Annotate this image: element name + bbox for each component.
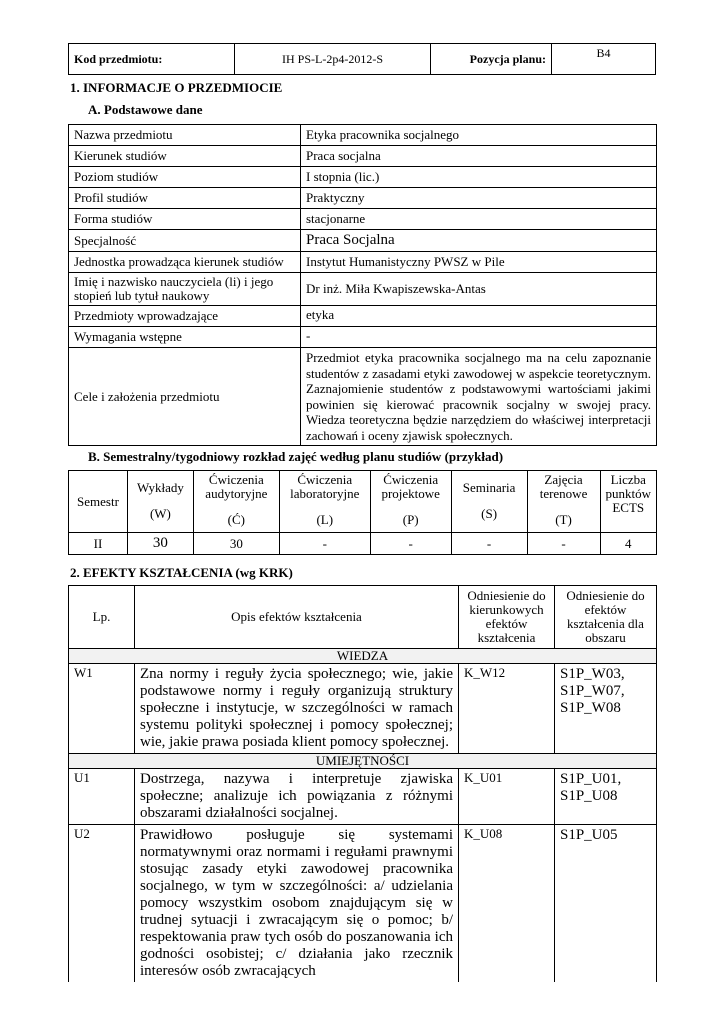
lp-header: Lp.	[69, 586, 135, 649]
section1-title: 1. INFORMACJE O PRZEDMIOCIE	[70, 80, 283, 95]
row-value: Praca Socjalna	[301, 230, 657, 252]
schedule-col-header	[193, 471, 279, 533]
row-label: Wymagania wstępne	[69, 327, 301, 348]
schedule-value: -	[279, 533, 370, 555]
outcome-lp: U1	[69, 769, 135, 825]
row-label: Nazwa przedmiotu	[69, 125, 301, 146]
section2-title: 2. EFEKTY KSZTAŁCENIA (wg KRK)	[70, 565, 293, 580]
col-name: Ćwiczenia projektowe	[381, 472, 440, 501]
schedule-value: 30	[127, 533, 193, 555]
schedule-col-header	[527, 471, 600, 533]
group-umiejetnosci: UMIEJĘTNOŚCI	[69, 754, 657, 769]
row-label: Cele i założenia przedmiotu	[69, 348, 301, 446]
schedule-value: -	[451, 533, 527, 555]
row-value: Przedmiot etyka pracownika socjalnego ma na celu zapoznanie studentów z zasadami etyki zawodowej w aspekcie teoretycznym. Zaznajomienie studentów z podstawowymi wartościami jakimi powinien się kierować pracownik socjalny w swojej pracy. Wiedza teoretyczna będzie narzędziem do właściwej interpretacji zachowań i oceny zjawisk społecznych.	[301, 348, 657, 446]
col-name: Zajęcia terenowe	[539, 472, 588, 501]
row-value: -	[301, 327, 657, 348]
row-value: etyka	[301, 306, 657, 327]
outcome-area: S1P_U05	[555, 825, 657, 983]
col-abbr: (P)	[402, 512, 419, 527]
outcome-lp: W1	[69, 664, 135, 754]
semester-header: Semestr	[69, 471, 128, 533]
course-code-value: IH PS-L-2p4-2012-S	[235, 44, 431, 75]
outcome-desc: Prawidłowo posługuje się systemami normatywnymi oraz normami i regułami prawnymi stosując zasady etyki zawodowej pracownika socjalnego, w tym w szczególności: a/ udzielania pomocy wszystkim osobom znajdującym się w trudnej sytuacji i zwracającym się o pomoc; b/ respektowania praw tych osób do poszanowania ich godności osobistej; c/ działania jako rzecznik interesów osób zwracających	[135, 825, 459, 983]
row-value: Praktyczny	[301, 188, 657, 209]
row-label: Poziom studiów	[69, 167, 301, 188]
row-label: Przedmioty wprowadzające	[69, 306, 301, 327]
ects-header: Liczba punktów ECTS	[600, 471, 657, 533]
row-value: Dr inż. Miła Kwapiszewska-Antas	[301, 273, 657, 306]
plan-position-value: B4	[552, 44, 656, 75]
ects-value: 4	[600, 533, 657, 555]
section1-subtitle-b: B. Semestralny/tygodniowy rozkład zajęć według planu studiów (przykład)	[88, 449, 504, 464]
col-abbr: (Ć)	[227, 512, 246, 527]
learning-outcomes-table	[68, 585, 657, 982]
plan-position-label: Pozycja planu:	[431, 44, 552, 75]
course-code-label: Kod przedmiotu:	[69, 44, 235, 75]
schedule-col-header	[279, 471, 370, 533]
col-abbr: (W)	[149, 506, 171, 521]
course-header-table	[68, 43, 656, 75]
desc-header: Opis efektów kształcenia	[135, 586, 459, 649]
schedule-col-header	[451, 471, 527, 533]
col-name: Ćwiczenia laboratoryjne	[290, 472, 360, 501]
col-abbr: (S)	[481, 506, 498, 521]
group-wiedza: WIEDZA	[69, 649, 657, 664]
outcome-area: S1P_U01, S1P_U08	[555, 769, 657, 825]
row-label: Jednostka prowadząca kierunek studiów	[69, 252, 301, 273]
outcome-desc: Zna normy i reguły życia społecznego; wie, jakie podstawowe normy i reguły organizują struktury społeczne i instytucje, w szczególności w ramach systemu polityki społecznej i pomocy społecznej; wie, jakie prawa posiada klient pomocy społecznej.	[135, 664, 459, 754]
outcome-desc: Dostrzega, nazywa i interpretuje zjawiska społeczne; analizuje ich powiązania z różnymi obszarami działalności socjalnej.	[135, 769, 459, 825]
col-abbr: (T)	[555, 512, 572, 527]
row-value: I stopnia (lic.)	[301, 167, 657, 188]
schedule-value: -	[370, 533, 451, 555]
schedule-col-header	[370, 471, 451, 533]
row-label: Profil studiów	[69, 188, 301, 209]
row-label: Forma studiów	[69, 209, 301, 230]
field-header: Odniesienie do kierunkowych efektów kształcenia	[459, 586, 555, 649]
row-label: Imię i nazwisko nauczyciela (li) i jego stopień lub tytuł naukowy	[69, 273, 301, 306]
outcome-field: K_U01	[459, 769, 555, 825]
col-name: Seminaria	[462, 480, 516, 495]
row-value: stacjonarne	[301, 209, 657, 230]
section1-subtitle-a: A. Podstawowe dane	[88, 102, 203, 117]
schedule-col-header	[127, 471, 193, 533]
schedule-value: 30	[193, 533, 279, 555]
schedule-value: -	[527, 533, 600, 555]
area-header: Odniesienie do efektów kształcenia dla obszaru	[555, 586, 657, 649]
outcome-field: K_W12	[459, 664, 555, 754]
row-label: Kierunek studiów	[69, 146, 301, 167]
row-label: Specjalność	[69, 230, 301, 252]
row-value: Praca socjalna	[301, 146, 657, 167]
outcome-area: S1P_W03, S1P_W07, S1P_W08	[555, 664, 657, 754]
row-value: Instytut Humanistyczny PWSZ w Pile	[301, 252, 657, 273]
col-name: Wykłady	[136, 480, 184, 495]
basic-data-table	[68, 124, 657, 446]
outcome-field: K_U08	[459, 825, 555, 983]
schedule-table	[68, 470, 657, 555]
col-name: Ćwiczenia audytoryjne	[205, 472, 268, 501]
row-value: Etyka pracownika socjalnego	[301, 125, 657, 146]
outcome-lp: U2	[69, 825, 135, 983]
col-abbr: (L)	[316, 512, 334, 527]
semester-value: II	[69, 533, 128, 555]
